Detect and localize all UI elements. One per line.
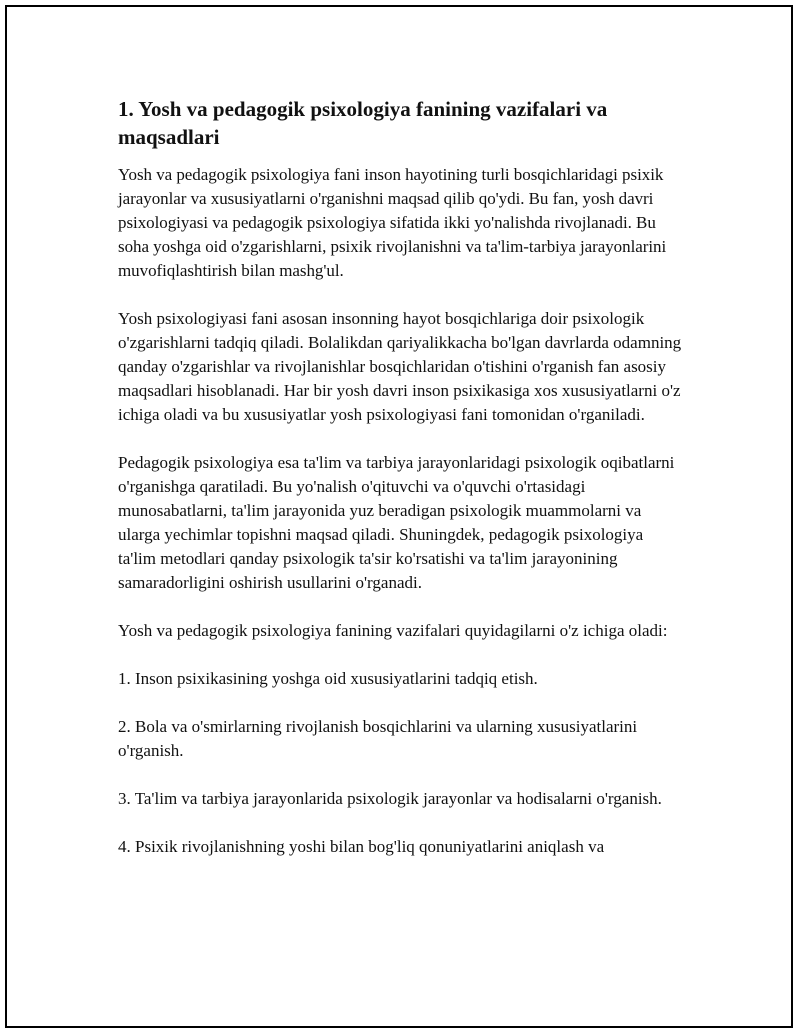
list-item-task-1: 1. Inson psixikasining yoshga oid xususiyatlarini tadqiq etish. (118, 669, 538, 688)
list-item-task-2: 2. Bola va o'smirlarning rivojlanish bosqichlarini va ularning xususiyatlarini o'rganish. (118, 717, 638, 760)
list-item-task-4: 4. Psixik rivojlanishning yoshi bilan bog'liq qonuniyatlarini aniqlash va (118, 837, 605, 856)
document-body (118, 95, 684, 883)
paragraph-intro: Yosh va pedagogik psixologiya fani inson hayotining turli bosqichlaridagi psixik jarayonlar va xususiyatlarni o'rganishni maqsad qilib qo'ydi. Bu fan, yosh davri psixologiyasi va pedagogik psixologiya sifatida ikki yo'nalishda rivojlanadi. Bu soha yoshga oid o'zgarishlarni, psixik rivojlanishni va ta'lim-tarbiya jarayonlarini muvofiqlashtirish bilan mashg'ul. (118, 165, 667, 280)
paragraph-pedagogical-psychology: Pedagogik psixologiya esa ta'lim va tarbiya jarayonlaridagi psixologik oqibatlarni o'rganishga qaratiladi. Bu yo'nalish o'qituvchi va o'quvchi o'rtasidagi munosabatlarni, ta'lim jarayonida yuz beradigan psixologik muammolarni va ularga yechimlar topishni maqsad qiladi. Shuningdek, pedagogik psixologiya ta'lim metodlari qanday psixologik ta'sir ko'rsatishi va ta'lim jarayonining samaradorligini oshirish usullarini o'rganadi. (118, 453, 675, 592)
section-heading: 1. Yosh va pedagogik psixologiya fanining vazifalari va maqsadlari (118, 97, 608, 149)
paragraph-tasks-intro: Yosh va pedagogik psixologiya fanining vazifalari quyidagilarni o'z ichiga oladi: (118, 621, 668, 640)
list-item-task-3: 3. Ta'lim va tarbiya jarayonlarida psixologik jarayonlar va hodisalarni o'rganish. (118, 789, 662, 808)
paragraph-age-psychology: Yosh psixologiyasi fani asosan insonning hayot bosqichlariga doir psixologik o'zgarishlarni tadqiq qiladi. Bolalikdan qariyalikkacha bo'lgan davrlarda odamning qanday o'zgarishlar va rivojlanishlar bosqichlaridan o'tishini o'rganish fan asosiy maqsadlari hisoblanadi. Har bir yosh davri inson psixikasiga xos xususiyatlarni o'z ichiga oladi va bu xususiyatlar yosh psixologiyasi fani tomonidan o'rganiladi. (118, 309, 682, 424)
